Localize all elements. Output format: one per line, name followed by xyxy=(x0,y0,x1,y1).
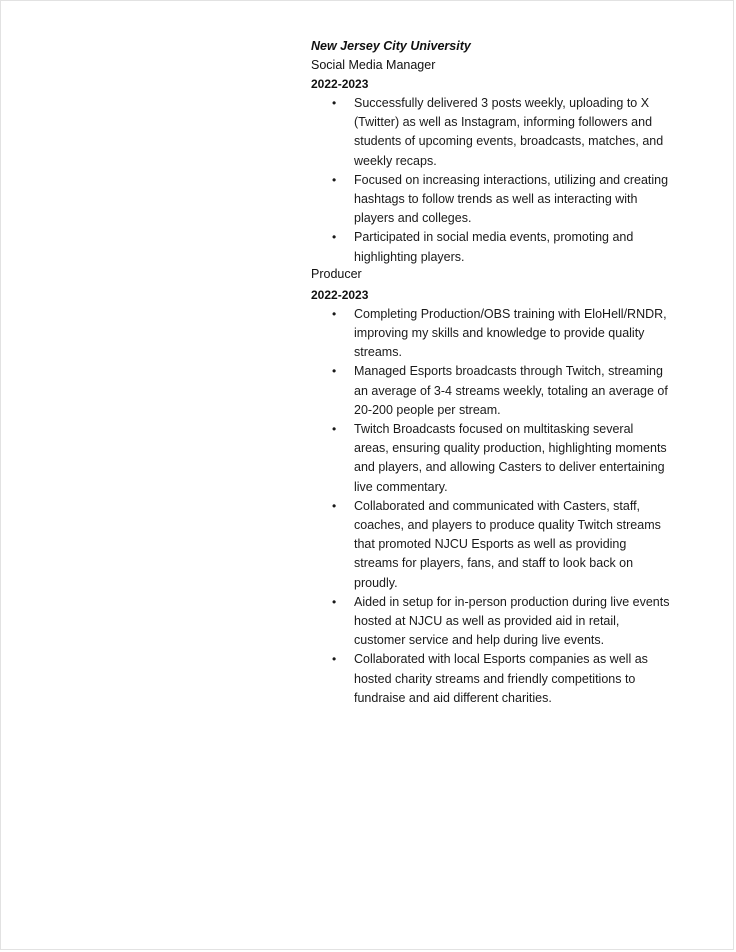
bullet-item: • Collaborated and communicated with Casters, staff, coaches, and players to produce quality Twitch streams that promoted NJCU Esports as well as providing streams for players, fans, and staff to look back on proudly. xyxy=(311,497,671,593)
bullet-item: • Focused on increasing interactions, utilizing and creating hashtags to follow trends as well as interacting with players and colleges. xyxy=(311,171,671,229)
position-bullet-list xyxy=(311,305,671,708)
bullet-item: • Collaborated with local Esports companies as well as hosted charity streams and friendly competitions to fundraise and aid different charities. xyxy=(311,650,671,708)
position-dates: 2022-2023 xyxy=(311,77,369,91)
organization-name: New Jersey City University xyxy=(311,39,471,53)
bullet-item: • Aided in setup for in-person production during live events hosted at NJCU as well as provided aid in retail, customer service and help during live events. xyxy=(311,593,671,651)
bullet-item: • Completing Production/OBS training with EloHell/RNDR, improving my skills and knowledge to provide quality streams. xyxy=(311,305,671,363)
position-dates: 2022-2023 xyxy=(311,287,369,302)
work-experience-entry xyxy=(311,37,671,708)
position-title: Social Media Manager xyxy=(311,58,436,72)
bullet-item: • Successfully delivered 3 posts weekly, uploading to X (Twitter) as well as Instagram, informing followers and students of upcoming events, broadcasts, matches, and weekly recaps. xyxy=(311,94,671,171)
position-bullet-list xyxy=(311,94,671,267)
bullet-item: • Participated in social media events, promoting and highlighting players. xyxy=(311,228,671,266)
bullet-item: • Twitch Broadcasts focused on multitasking several areas, ensuring quality production, highlighting moments and players, and allowing Casters to deliver entertaining live commentary. xyxy=(311,420,671,497)
position-title: Producer xyxy=(311,266,362,281)
bullet-item: • Managed Esports broadcasts through Twitch, streaming an average of 3-4 streams weekly, totaling an average of 20-200 people per stream. xyxy=(311,362,671,420)
